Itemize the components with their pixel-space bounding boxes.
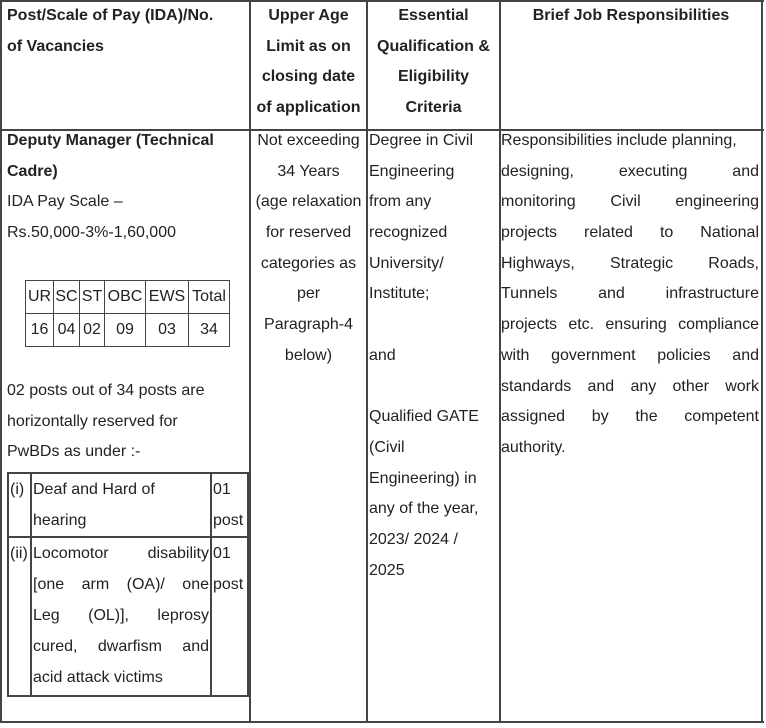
text-line: for reserved <box>265 224 352 242</box>
text-line: below) <box>284 346 333 364</box>
text-line: Qualification & <box>377 37 490 55</box>
vacancy-category: OBC <box>105 281 146 314</box>
text-line: PwBDs as under :- <box>7 443 141 461</box>
text-line: Leg (OL)], leprosy <box>33 607 209 624</box>
text-line: Engineering <box>369 162 455 180</box>
text-line: categories as <box>260 254 357 272</box>
text-line: monitoring Civil engineering <box>501 193 759 211</box>
text-line: Post/Scale of Pay (IDA)/No. <box>7 7 214 24</box>
text-line: Essential <box>398 7 469 24</box>
text-line: 01 <box>213 481 231 498</box>
responsibilities <box>501 126 759 464</box>
pwbd-posts <box>211 473 248 537</box>
vacancy-value: 16 <box>26 314 54 347</box>
text-line: Degree in Civil <box>369 132 474 149</box>
text-line: Tunnels and infrastructure <box>501 285 759 303</box>
text-line: 01 <box>213 545 231 562</box>
text-line: Deaf and Hard of <box>33 481 155 498</box>
text-line: Brief Job Responsibilities <box>532 7 730 24</box>
text-line: from any <box>369 193 432 211</box>
post-title <box>7 126 247 187</box>
vacancy-value: 34 <box>189 314 230 347</box>
text-line: 2023/ 2024 / <box>369 530 458 548</box>
text-line: Engineering) in <box>369 469 477 487</box>
text-line: horizontally reserved for <box>7 412 178 430</box>
text-line: designing, executing and <box>501 162 759 180</box>
vacancy-category: Total <box>189 281 230 314</box>
text-line: University/ <box>369 254 444 272</box>
pwbd-category <box>31 537 211 696</box>
text-line: acid attack victims <box>33 669 163 686</box>
vacancy-category: EWS <box>146 281 189 314</box>
text-line: 02 posts out of 34 posts are <box>7 382 205 399</box>
text-line: IDA Pay Scale – <box>7 193 123 210</box>
text-line: any of the year, <box>369 500 479 518</box>
vacancy-category: SC <box>54 281 80 314</box>
pwbd-row <box>8 473 248 537</box>
text-line: post <box>213 512 244 529</box>
text-line: Paragraph-4 <box>264 316 353 334</box>
pwbd-number: (ii) <box>8 537 31 696</box>
vacancy-value: 09 <box>105 314 146 347</box>
text-line: Locomotor disability <box>33 545 209 562</box>
pwbd-posts <box>211 537 248 696</box>
vacancy-table <box>25 280 230 347</box>
text-line: hearing <box>33 512 87 529</box>
text-line: of application <box>256 99 361 117</box>
header-qualification <box>368 1 499 124</box>
qualification <box>369 126 499 586</box>
text-line <box>369 310 499 341</box>
header-age <box>251 1 366 124</box>
text-line: Deputy Manager (Technical <box>7 132 214 149</box>
pwbd-number: (i) <box>8 473 31 537</box>
text-line: with government policies and <box>501 346 759 364</box>
vacancy-category: ST <box>80 281 105 314</box>
vacancy-value: 03 <box>146 314 189 347</box>
vacancy-value: 02 <box>80 314 105 347</box>
pwbd-note <box>7 376 247 468</box>
text-line: 2025 <box>369 561 405 579</box>
text-line: Institute; <box>369 285 430 303</box>
age-limit <box>251 126 366 372</box>
text-line: recognized <box>369 224 448 242</box>
text-line: Limit as on <box>266 37 351 55</box>
text-line: Responsibilities include planning, <box>501 132 737 149</box>
header-post <box>7 1 247 62</box>
text-line: Criteria <box>405 99 462 117</box>
text-line: assigned by the competent <box>501 408 759 426</box>
pwbd-category <box>31 473 211 537</box>
text-line: standards and any other work <box>501 377 759 395</box>
text-line: cured, dwarfism and <box>33 638 209 655</box>
vacancy-category: UR <box>26 281 54 314</box>
text-line: post <box>213 576 244 593</box>
text-line: Cadre) <box>7 162 58 180</box>
pwbd-row <box>8 537 248 696</box>
text-line: projects etc. ensuring compliance <box>501 316 759 334</box>
text-line: 34 Years <box>277 162 340 180</box>
text-line: and <box>369 346 396 364</box>
text-line <box>369 372 499 403</box>
pay-scale <box>7 187 247 248</box>
text-line: closing date <box>261 68 356 86</box>
text-line: per <box>296 285 321 303</box>
text-line: of Vacancies <box>7 37 104 55</box>
pwbd-table <box>7 472 249 697</box>
text-line: Highways, Strategic Roads, <box>501 254 759 272</box>
text-line: (Civil <box>369 438 405 456</box>
text-line: [one arm (OA)/ one <box>33 576 209 593</box>
header-responsibilities <box>501 1 761 32</box>
text-line: Upper Age <box>268 7 349 24</box>
text-line: projects related to National <box>501 224 759 242</box>
text-line: Qualified GATE <box>369 408 479 426</box>
text-line: (age relaxation <box>255 193 362 211</box>
text-line: Eligibility <box>397 68 470 86</box>
vacancy-value: 04 <box>54 314 80 347</box>
text-line: Not exceeding <box>257 132 360 149</box>
text-line: Rs.50,000-3%-1,60,000 <box>7 223 176 241</box>
text-line: authority. <box>501 438 566 456</box>
